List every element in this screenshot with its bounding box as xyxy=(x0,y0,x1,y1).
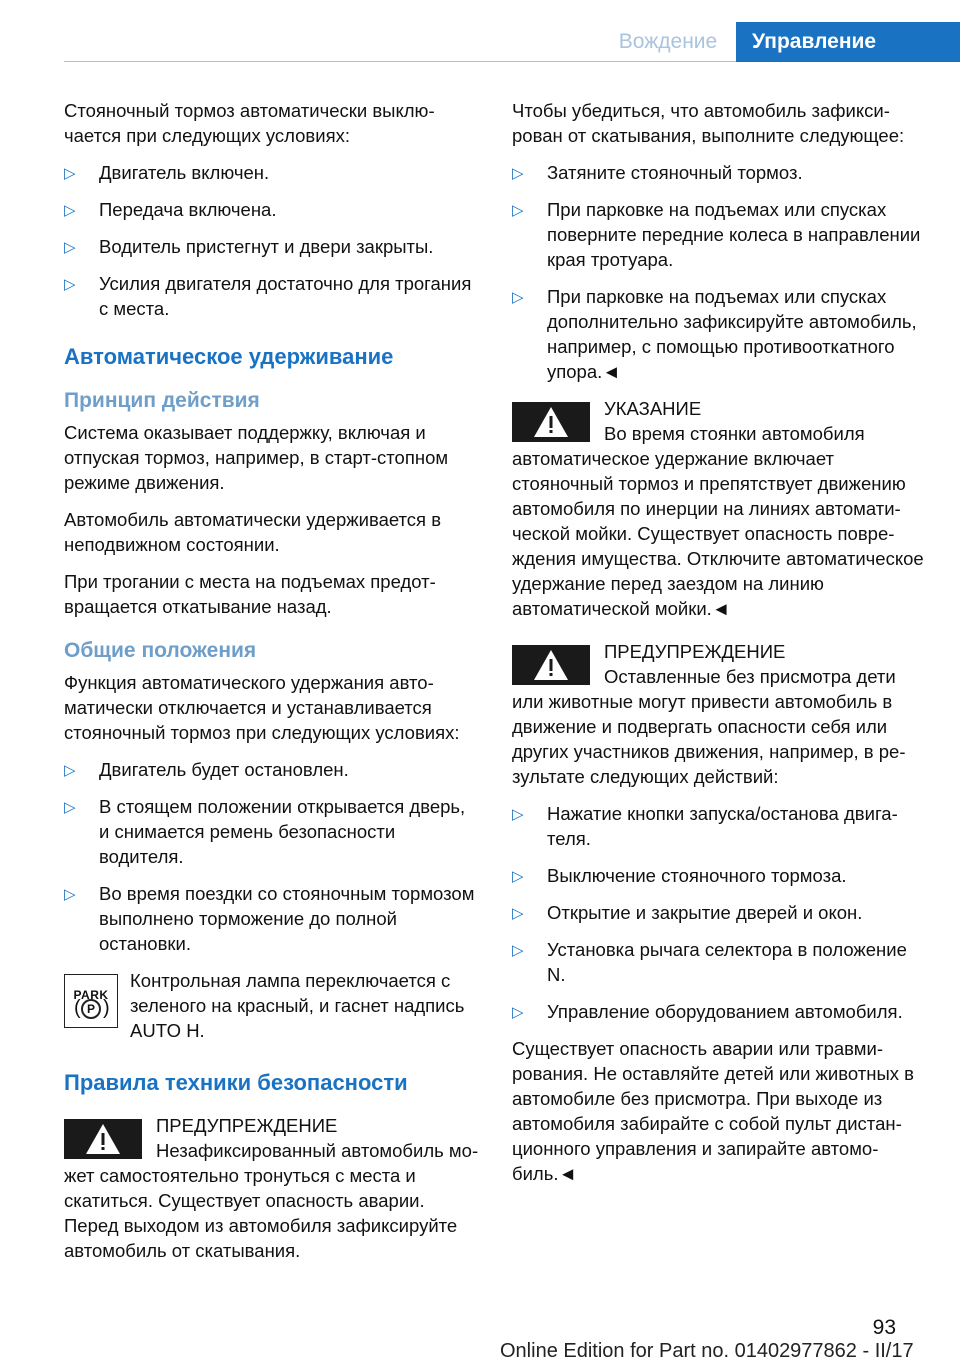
list-item: ▷ Затяните стояночный тормоз. xyxy=(512,160,928,185)
safety-warning xyxy=(64,1113,480,1263)
triangle-right-icon: ▷ xyxy=(64,202,76,219)
list-item: ▷ При парковке на подъемах или спусках поверните передние колеса в направлении края тротуара. xyxy=(512,199,921,270)
list-item: ▷ Установка рычага селектора в положение N. xyxy=(512,939,907,985)
list-item: ▷ В стоящем положении открывается дверь, и снимается ремень безопасности водителя. xyxy=(64,796,466,867)
warning-triangle-icon xyxy=(512,645,590,685)
release-conditions-list xyxy=(64,160,480,321)
tab-controls[interactable]: Управление xyxy=(736,22,960,62)
section-heading-auto-hold: Автоматическое удерживание xyxy=(64,344,394,369)
principle-paragraph: Система оказывает поддержку, включая и отпуская тормоз, например, в старт-стопном режиме движения. xyxy=(64,422,449,493)
notice-title: УКАЗАНИЕ xyxy=(604,398,702,419)
list-item: ▷ Двигатель включен. xyxy=(64,160,480,185)
warning-triangle-icon xyxy=(64,1119,142,1159)
securing-steps-list xyxy=(512,160,928,384)
securing-intro: Чтобы убедиться, что автомобиль зафиксирован от скатывания, выполните следующее: xyxy=(512,100,905,146)
notice-text: Во время стоянки автомобиля автоматическое удержание включает стояночный тормоз и препятствует движению автомобиля по инерции на линиях автоматической мойки. Существует опасность повреждения имущества. Отключите автоматическое удержание перед заездом на линию автоматической мойки.◄ xyxy=(512,423,924,619)
list-item: ▷ При парковке на подъемах или спусках дополнительно зафиксируйте автомобиль, например, с помощью противооткатного упора.◄ xyxy=(512,286,917,382)
triangle-right-icon: ▷ xyxy=(64,886,76,903)
section-heading-safety: Правила техники безопасности xyxy=(64,1070,408,1095)
triangle-right-icon: ▷ xyxy=(64,799,76,816)
triangle-right-icon: ▷ xyxy=(512,165,524,182)
warning-triangle-icon xyxy=(512,402,590,442)
dangerous-actions-list xyxy=(512,801,928,1024)
park-brake-lamp-icon: PARK ( P ) xyxy=(64,974,118,1028)
triangle-right-icon: ▷ xyxy=(512,942,524,959)
triangle-right-icon: ▷ xyxy=(64,165,76,182)
car-wash-notice xyxy=(512,396,928,621)
warning-text: Незафиксированный автомобиль может самостоятельно тронуться с места и скатиться. Существует опасность аварии. Перед выходом из автомобиля зафиксируйте автомобиль от скатывания. xyxy=(64,1140,479,1261)
list-item: ▷ Двигатель будет остановлен. xyxy=(64,757,480,782)
triangle-right-icon: ▷ xyxy=(64,762,76,779)
park-lamp-note xyxy=(64,968,480,1043)
release-conditions-intro: Стояночный тормоз автоматически выключается при следующих условиях: xyxy=(64,100,435,146)
list-item: ▷ Усилия двигателя достаточно для трогания с места. xyxy=(64,273,472,319)
triangle-right-icon: ▷ xyxy=(512,905,524,922)
triangle-right-icon: ▷ xyxy=(512,289,524,306)
principle-paragraph: Автомобиль автоматически удерживается в неподвижном состоянии. xyxy=(64,509,442,555)
right-column xyxy=(512,98,928,1198)
subheading-general: Общие положения xyxy=(64,639,257,662)
triangle-right-icon: ▷ xyxy=(512,806,524,823)
list-item: ▷ Нажатие кнопки запуска/останова двигателя. xyxy=(512,803,898,849)
list-item: ▷ Во время поездки со стояночным тормозом выполнено торможение до полной остановки. xyxy=(64,883,475,954)
general-intro: Функция автоматического удержания автоматически отключается и устанавливается стояночный тормоз при следующих условиях: xyxy=(64,672,460,743)
triangle-right-icon: ▷ xyxy=(64,239,76,256)
warning-title: ПРЕДУПРЕЖДЕНИЕ xyxy=(156,1115,338,1136)
left-column xyxy=(64,98,480,1281)
list-item: ▷ Открытие и закрытие дверей и окон. xyxy=(512,900,928,925)
triangle-right-icon: ▷ xyxy=(64,276,76,293)
list-item: ▷ Выключение стояночного тормоза. xyxy=(512,863,928,888)
general-conditions-list xyxy=(64,757,480,956)
triangle-right-icon: ▷ xyxy=(512,1004,524,1021)
triangle-right-icon: ▷ xyxy=(512,868,524,885)
list-item: ▷ Передача включена. xyxy=(64,197,480,222)
edition-line: Online Edition for Part no. 01402977862 - II/17 xyxy=(500,1340,914,1362)
page-number: 93 xyxy=(872,1316,896,1339)
principle-paragraph: При трогании с места на подъемах предотвращается откатывание назад. xyxy=(64,571,436,617)
list-item: ▷ Управление оборудованием автомобиля. xyxy=(512,999,928,1024)
warning-title: ПРЕДУПРЕЖДЕНИЕ xyxy=(604,641,786,662)
triangle-right-icon: ▷ xyxy=(512,202,524,219)
subheading-principle: Принцип действия xyxy=(64,389,260,412)
park-lamp-note-text: Контрольная лампа переключается с зеленого на красный, и гаснет надпись AUTO H. xyxy=(130,970,465,1041)
closing-paragraph: Существует опасность аварии или травмирования. Не оставляйте детей или животных в автомобиле без присмотра. При выходе из автомобиля забирайте с собой пульт дистанционного управления и запирайте автомобиль.◄ xyxy=(512,1038,914,1184)
list-item: ▷ Водитель пристегнут и двери закрыты. xyxy=(64,234,480,259)
tab-driving[interactable]: Вождение xyxy=(618,30,718,53)
header-bar xyxy=(0,22,960,62)
warning-text: Оставленные без присмотра дети или животные могут привести автомобиль в движение и подвергать опасности себя или других участников движения, например, в результате следующих действий: xyxy=(512,666,906,787)
children-warning xyxy=(512,639,928,789)
